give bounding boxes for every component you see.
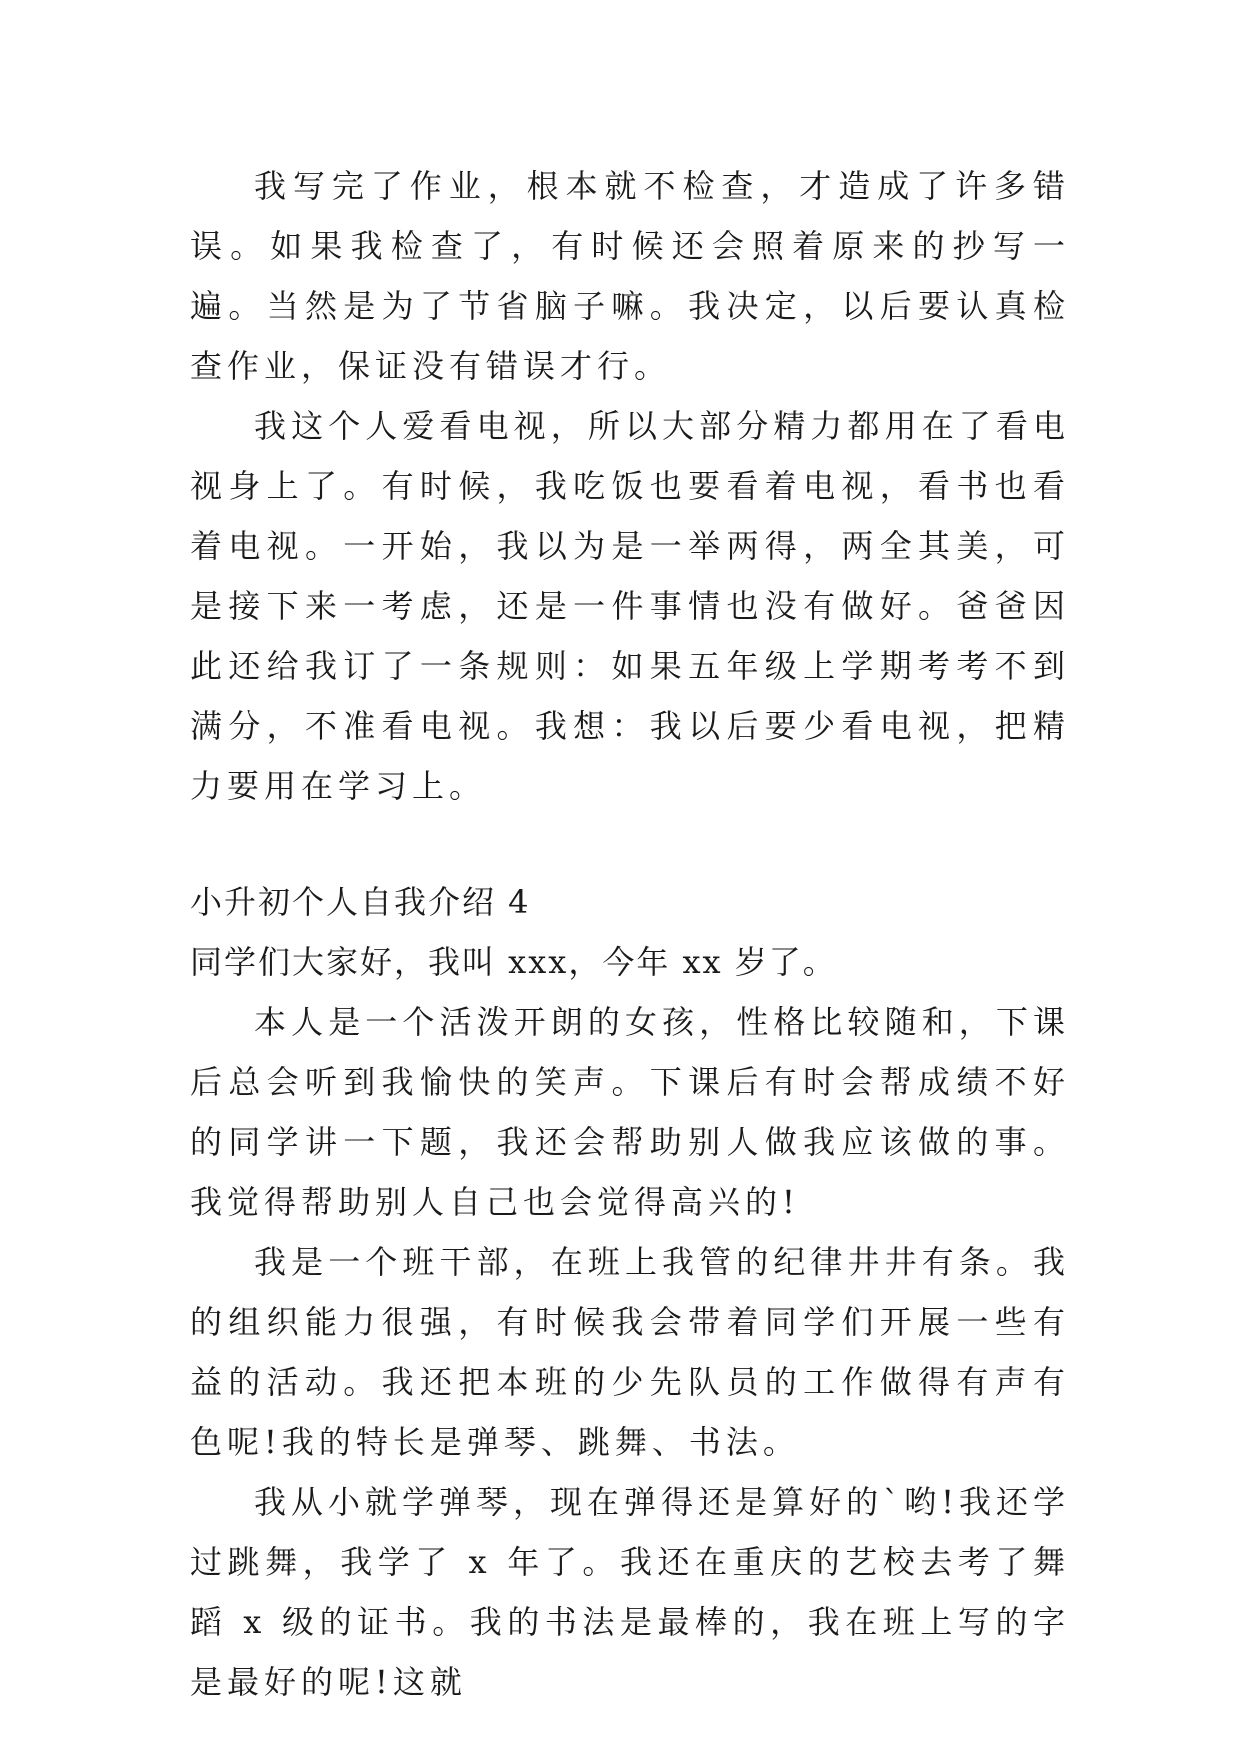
paragraph-talents: 我从小就学弹琴，现在弹得还是算好的`哟!我还学过跳舞，我学了 x 年了。我还在重庆的艺校去考了舞蹈 x 级的证书。我的书法是最棒的，我在班上写的字是最好的呢!这就 (190, 1483, 1070, 1701)
paragraph-watching-tv: 我这个人爱看电视，所以大部分精力都用在了看电视身上了。有时候，我吃饭也要看着电视，看书也看着电视。一开始，我以为是一举两得，两全其美，可是接下来一考虑，还是一件事情也没有做好。爸爸因此还给我订了一条规则：如果五年级上学期考考不到满分，不准看电视。我想：我以后要少看电视，把精力要用在学习上。 (190, 407, 1070, 805)
greeting-line: 同学们大家好，我叫 xxx，今年 xx 岁了。 (190, 943, 837, 981)
paragraph-check-homework: 我写完了作业，根本就不检查，才造成了许多错误。如果我检查了，有时候还会照着原来的抄写一遍。当然是为了节省脑子嘛。我决定，以后要认真检查作业，保证没有错误才行。 (190, 167, 1070, 385)
paragraph-personality: 本人是一个活泼开朗的女孩，性格比较随和，下课后总会听到我愉快的笑声。下课后有时会帮成绩不好的同学讲一下题，我还会帮助别人做我应该做的事。我觉得帮助别人自己也会觉得高兴的! (190, 1003, 1070, 1221)
paragraph-class-cadre: 我是一个班干部，在班上我管的纪律井井有条。我的组织能力很强，有时候我会带着同学们开展一些有益的活动。我还把本班的少先队员的工作做得有声有色呢!我的特长是弹琴、跳舞、书法。 (190, 1243, 1070, 1461)
section-heading: 小升初个人自我介绍 4 (190, 883, 531, 921)
document-body (190, 156, 1070, 1712)
